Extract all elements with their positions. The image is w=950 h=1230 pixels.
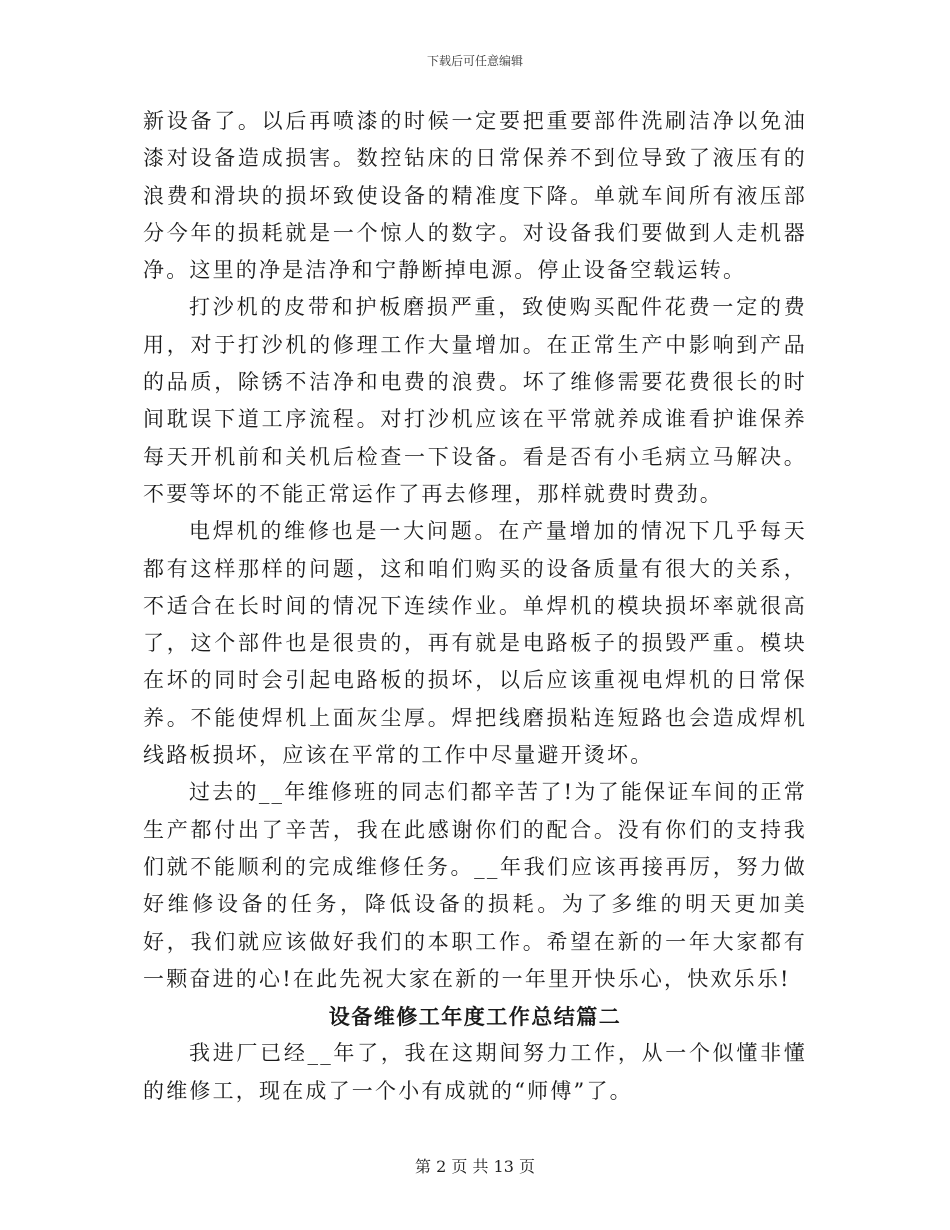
page-number: 第 2 页 共 13 页 [415, 1157, 535, 1176]
paragraph-continuation: 新设备了。以后再喷漆的时候一定要把重要部件洗刷洁净以免油漆对设备造成损害。数控钻床的日常保养不到位导致了液压有的浪费和滑块的损坏致使设备的精准度下降。单就车间所有液压部分今年的损耗就是一个惊人的数字。对设备我们要做到人走机器净。这里的净是洁净和宁静断掉电源。停止设备空载运转。 [143, 109, 807, 283]
header-note: 下载后可任意编辑 [426, 54, 523, 68]
section-title: 设备维修工年度工作总结篇二 [328, 1004, 622, 1030]
paragraph-section-intro: 我进厂已经__年了，我在这期间努力工作，从一个似懂非懂的维修工，现在成了一个小有成就的“师傅”了。 [143, 1041, 807, 1103]
paragraph-sandblaster: 打沙机的皮带和护板磨损严重，致使购买配件花费一定的费用，对于打沙机的修理工作大量增加。在正常生产中影响到产品的品质，除锈不洁净和电费的浪费。坏了维修需要花费很长的时间耽误下道工序流程。对打沙机应该在平常就养成谁看护谁保养每天开机前和关机后检查一下设备。看是否有小毛病立马解决。不要等坏的不能正常运作了再去修理，那样就费时费劲。 [143, 295, 807, 506]
paragraph-welder: 电焊机的维修也是一大问题。在产量增加的情况下几乎每天都有这样那样的问题，这和咱们购买的设备质量有很大的关系，不适合在长时间的情况下连续作业。单焊机的模块损坏率就很高了，这个部件也是很贵的，再有就是电路板子的损毁严重。模块在坏的同时会引起电路板的损坏，以后应该重视电焊机的日常保养。不能使焊机上面灰尘厚。焊把线磨损粘连短路也会造成焊机线路板损坏，应该在平常的工作中尽量避开烫坏。 [143, 519, 807, 768]
paragraph-thanks: 过去的__年维修班的同志们都辛苦了!为了能保证车间的正常生产都付出了辛苦，我在此感谢你们的配合。没有你们的支持我们就不能顺利的完成维修任务。__年我们应该再接再厉，努力做好维修设备的任务，降低设备的损耗。为了多维的明天更加美好，我们就应该做好我们的本职工作。希望在新的一年大家都有一颗奋进的心!在此先祝大家在新的一年里开快乐心，快欢乐乐! [143, 780, 807, 991]
document-body [143, 103, 807, 1110]
